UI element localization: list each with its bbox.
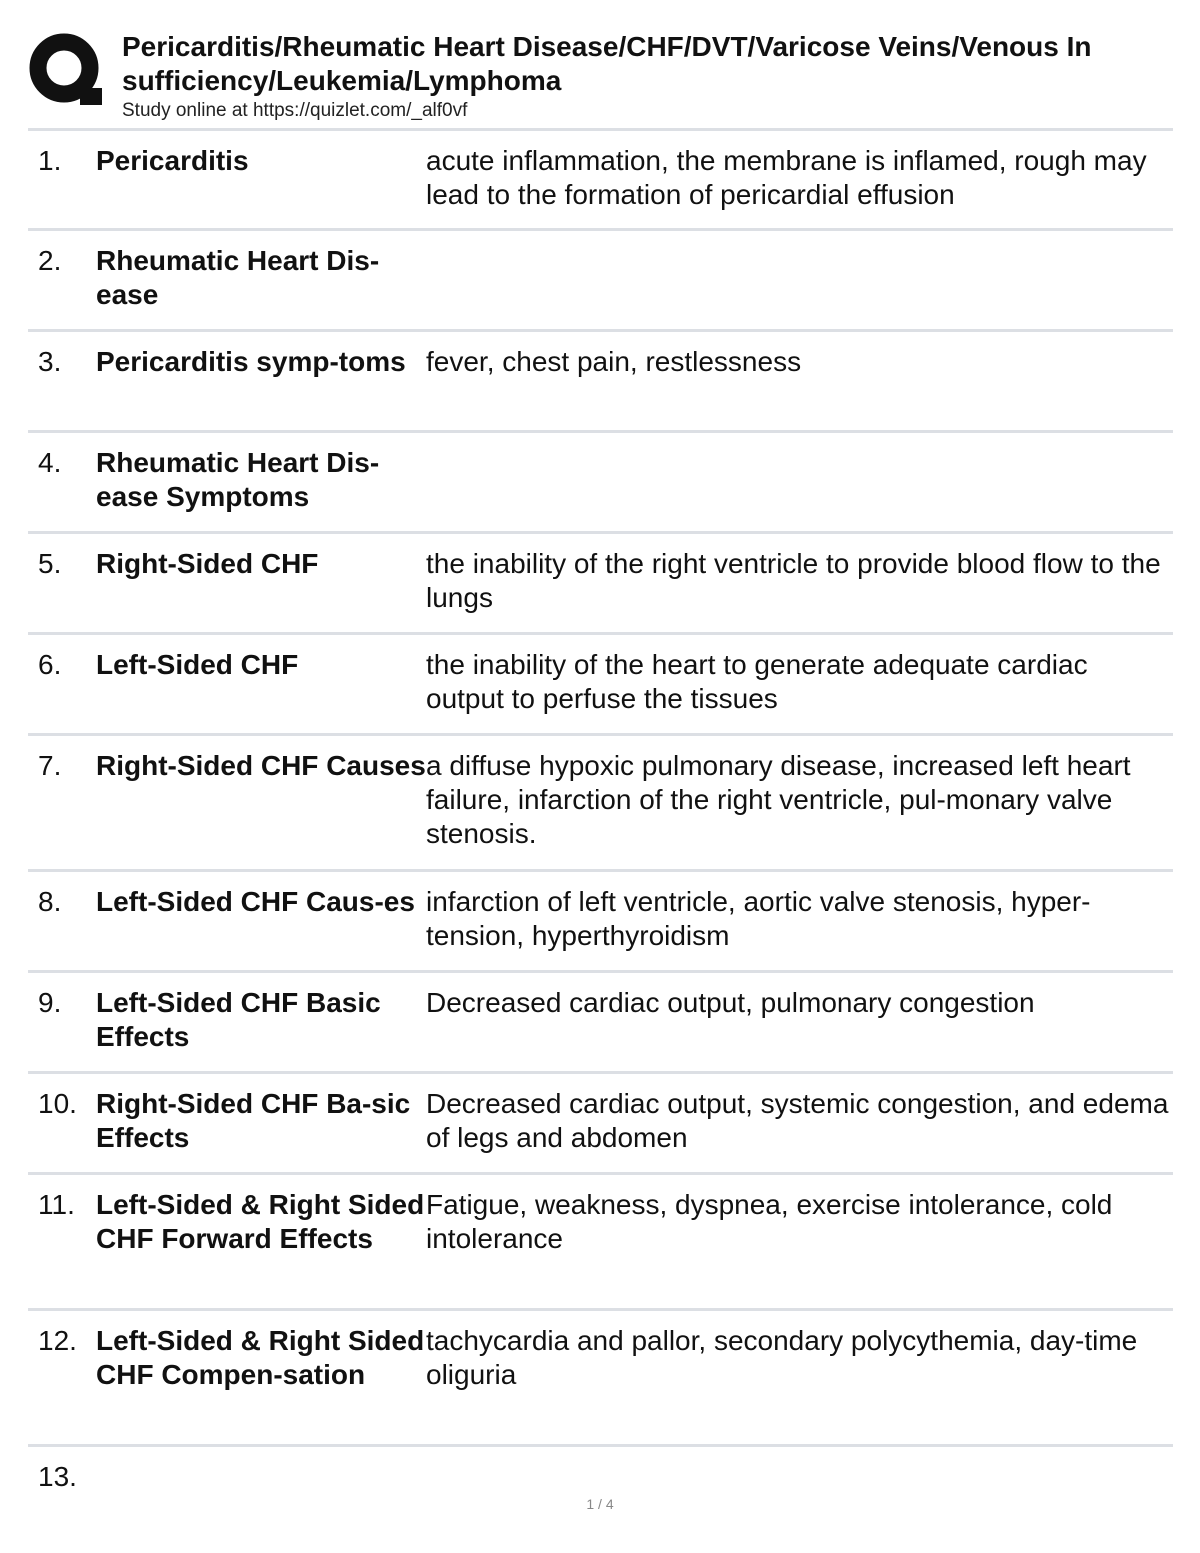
card-definition: the inability of the right ventricle to provide blood flow to the lungs [426,548,1161,613]
page-header [28,26,1200,126]
card-number: 9. [38,987,62,1018]
quizlet-q-logo-icon [28,32,104,108]
card-row [28,430,1173,531]
card-term: Rheumatic Heart Dis-ease [96,245,380,310]
card-number: 6. [38,649,62,680]
card-number: 4. [38,447,62,478]
card-term: Pericarditis symp-toms [96,346,406,377]
card-number: 7. [38,750,62,781]
card-row [28,531,1173,632]
card-row [28,329,1173,430]
title-line-1: Pericarditis/Rheumatic Heart Disease/CHF/DVT/Varicose Veins/Venous In [122,31,1092,62]
page-number: 1 / 4 [586,1496,614,1512]
card-row [28,970,1173,1071]
card-number: 10. [38,1088,77,1119]
card-term: Right-Sided CHF Causes [96,750,426,781]
card-term: Left-Sided CHF Basic Effects [96,987,381,1052]
card-definition: Decreased cardiac output, systemic congestion, and edema of legs and abdomen [426,1088,1169,1153]
card-number: 2. [38,245,62,276]
study-online-link[interactable]: Study online at https://quizlet.com/_alf0vf [122,100,468,121]
card-term: Right-Sided CHF [96,548,319,579]
card-number: 11. [38,1189,75,1220]
card-row [28,1172,1173,1308]
card-row [28,1308,1173,1444]
card-term: Left-Sided & Right Sided CHF Compen-sation [96,1325,425,1390]
card-definition: Fatigue, weakness, dyspnea, exercise intolerance, cold intolerance [426,1189,1113,1254]
card-definition: Decreased cardiac output, pulmonary congestion [426,987,1035,1018]
card-row [28,228,1173,329]
card-term: Rheumatic Heart Dis-ease Symptoms [96,447,380,512]
card-term: Left-Sided CHF [96,649,299,680]
card-row [28,869,1173,970]
card-row [28,1071,1173,1172]
card-term: Left-Sided CHF Caus-es [96,886,415,917]
card-row [28,632,1173,733]
card-definition: tachycardia and pallor, secondary polycythemia, day-time oliguria [426,1325,1138,1390]
card-definition: the inability of the heart to generate adequate cardiac output to perfuse the tissues [426,649,1088,714]
card-definition: acute inflammation, the membrane is inflamed, rough may lead to the formation of pericardial effusion [426,145,1147,210]
card-row [28,128,1173,228]
card-number: 8. [38,886,62,917]
card-number: 3. [38,346,62,377]
card-row [28,733,1173,869]
card-number: 5. [38,548,62,579]
card-definition: a diffuse hypoxic pulmonary disease, increased left heart failure, infarction of the right ventricle, pul-monary valve stenosis. [426,750,1131,849]
card-term: Left-Sided & Right Sided CHF Forward Effects [96,1189,425,1254]
card-number: 12. [38,1325,77,1356]
flashcard-list [28,128,1173,1507]
card-term: Pericarditis [96,145,249,176]
document-title [122,30,1200,98]
card-definition: fever, chest pain, restlessness [426,346,802,377]
card-term: Right-Sided CHF Ba-sic Effects [96,1088,411,1153]
card-definition: infarction of left ventricle, aortic valve stenosis, hyper-tension, hyperthyroidism [426,886,1091,951]
title-line-2: sufficiency/Leukemia/Lymphoma [122,65,562,96]
card-number: 13. [38,1461,77,1492]
card-number: 1. [38,145,62,176]
